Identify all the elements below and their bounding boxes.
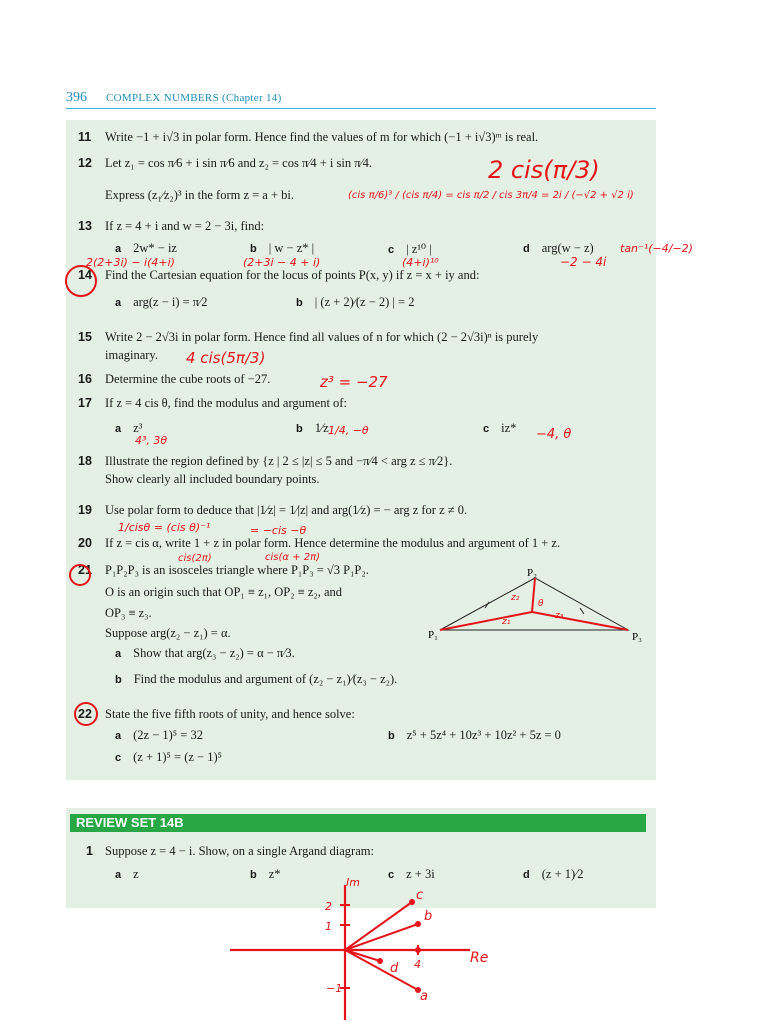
part-text: z* [268,867,281,881]
question-text-line4: Suppose arg(z₂ − z₁) = α. [105,626,231,640]
question-number: 13 [78,219,92,233]
hw-q16-answer: z³ = −27 [320,373,388,391]
part-label: d [523,243,530,255]
vector-c [345,902,412,950]
hw-tick-neg1: −1 [326,982,343,995]
point-z-real [415,947,421,953]
part-label: a [115,243,122,255]
hw-q13-d: −2 − 4i [560,255,607,269]
part-text: | w − z* | [268,241,315,255]
question-text-line3: OP₃ ≡ z₃. [105,606,152,620]
question-number: 15 [78,330,92,344]
part-text: (z + 1)⁵ = (z − 1)⁵ [133,750,222,764]
hw-q17-a: 4³, 3θ [135,434,168,447]
hw-tri-z2: z₂ [511,593,520,603]
chapter-title: COMPLEX NUMBERS (Chapter 14) [106,92,282,104]
hw-tri-z3: z₃ [555,611,564,621]
triangle-label-p2: P₂ [527,567,537,579]
question-text: If z = 4 + i and w = 2 − 3i, find: [105,219,265,233]
part-text: | (z + 2)⁄(z − 2) | = 2 [314,295,415,309]
part-label: d [523,869,530,881]
vector-a [345,950,418,990]
hw-tri-z1: z₁ [502,617,511,627]
part-text: z⁵ + 5z⁴ + 10z³ + 10z² + 5z = 0 [406,728,561,742]
question-text: Illustrate the region defined by {z | 2 ≤ |z| ≤ 5 and −π⁄4 < arg z ≤ π⁄2}. [105,454,453,468]
question-text: Determine the cube roots of −27. [105,372,271,386]
part-label: c [388,869,395,881]
ink-line-z1 [440,612,532,630]
hw-tick-1: 1 [325,920,332,933]
part-label: a [115,423,122,435]
part-label: a [115,648,122,660]
hw-q15-answer: 4 cis(5π/3) [186,349,266,367]
part-label: b [296,423,303,435]
vector-b [345,924,418,950]
part-text: arg(z − i) = π⁄2 [133,295,208,309]
question-text: If z = 4 cis θ, find the modulus and argument of: [105,396,347,410]
part-label: c [115,752,122,764]
part-label: b [250,243,257,255]
question-text: Write −1 + i√3 in polar form. Hence find the values of m for which (−1 + i√3)ᵐ is real. [105,130,539,144]
part-label: b [115,674,122,686]
hw-tick-4: 4 [414,958,421,971]
part-label: a [115,297,122,309]
question-text-line2: Show clearly all included boundary points. [105,472,320,486]
question-text: Find the Cartesian equation for the locus of points P(x, y) if z = x + iy and: [105,268,480,282]
part-label: b [250,869,257,881]
part-text: Show that arg(z₃ − z₂) = α − π⁄3. [133,646,295,660]
question-number: 16 [78,372,92,386]
part-label: a [115,869,122,881]
hw-q11-answer: 2 cis(π/3) [488,156,600,184]
question-number: 22 [78,707,92,721]
circle-mark-q22 [75,703,97,725]
point-d [377,958,383,964]
part-text: 1⁄z [314,421,329,435]
part-text: (2z − 1)⁵ = 32 [133,728,203,742]
question-number: 1 [86,844,93,858]
question-number: 14 [78,268,92,282]
part-label: c [483,423,490,435]
hw-point-c: c [416,888,424,903]
part-text: z³ [133,421,143,435]
hw-q13-c: (4+i)¹⁰ [402,256,439,269]
hw-q17-b: 1/4, −θ [328,424,369,437]
triangle-label-p3: P₃ [632,631,642,643]
hw-q13-b: (2+3i − 4 + i) [243,256,321,269]
hw-q20-a: cis(2π) [178,553,212,564]
question-number: 19 [78,503,92,517]
question-text-line2: imaginary. [105,348,158,362]
hw-point-b: b [424,909,433,924]
part-text: z + 3i [406,867,435,881]
review-set-title: REVIEW SET 14B [70,814,646,832]
circle-mark-q14 [66,266,96,296]
question-text: P₁P₂P₃ is an isosceles triangle where P₁P₃ = √3 P₁P₂. [105,563,369,577]
page-number: 396 [66,90,87,105]
hw-argand-im: Im [346,876,360,889]
point-c [409,899,415,905]
hw-q19-left: 1/cisθ = (cis θ)⁻¹ [118,521,211,534]
part-text: iz* [501,421,517,435]
hw-q17-c: −4, θ [536,427,572,442]
part-label: b [296,297,303,309]
circle-mark-q21 [70,565,90,585]
part-label: c [388,244,395,256]
question-number: 18 [78,454,92,468]
triangle-label-p1: P₁ [428,629,438,641]
question-text-line2: O is an origin such that OP₁ ≡ z₁, OP₂ ≡ z₂, and [105,585,343,599]
hw-q20-b: cis(α + 2π) [265,552,320,563]
hw-q19-right: = −cis −θ [250,524,307,537]
hw-tri-theta: θ [538,599,544,609]
part-label: a [115,730,122,742]
part-label: b [388,730,395,742]
part-text: 2w* − iz [133,241,177,255]
question-text: Use polar form to deduce that |1⁄z| = 1⁄|z| and arg(1⁄z) = − arg z for z ≠ 0. [105,503,468,517]
ink-line-z3 [532,612,628,630]
question-text: If z = cis α, write 1 + z in polar form. Hence determine the modulus and argument of 1 + z. [105,536,561,550]
question-number: 12 [78,156,92,170]
hw-q13-tan: tan⁻¹(−4/−2) [620,242,693,255]
part-text: (z + 1)⁄2 [541,867,584,881]
hw-q12-work: (cis π/6)³ / (cis π/4) = cis π/2 / cis 3π/4 = 2i / (−√2 + √2 i) [348,190,634,201]
part-text: arg(w − z) [541,241,594,255]
hw-q13-a: 2(2+3i) − i(4+i) [86,256,175,269]
ink-line-z2 [532,578,535,612]
hw-argand-re: Re [470,950,489,966]
part-text: z [133,867,139,881]
question-text: Write 2 − 2√3i in polar form. Hence find all values of n for which (2 − 2√3i)ⁿ is purely [105,330,539,344]
hw-tick-2: 2 [325,900,332,913]
question-text: Let z₁ = cos π⁄6 + i sin π⁄6 and z₂ = cos π⁄4 + i sin π⁄4. [105,156,373,170]
question-number: 20 [78,536,92,550]
question-text: Suppose z = 4 − i. Show, on a single Argand diagram: [105,844,374,858]
question-number: 11 [78,130,92,144]
question-number: 21 [78,563,92,577]
part-text: Find the modulus and argument of (z₂ − z₁)⁄(z₃ − z₂). [133,672,398,686]
point-b [415,921,421,927]
hw-point-d: d [390,961,399,976]
question-text-line2: Express (z₁⁄z₂)³ in the form z = a + bi. [105,188,295,202]
hw-point-a: a [420,989,428,1004]
question-text: State the five fifth roots of unity, and hence solve: [105,707,355,721]
part-text: | z¹⁰ | [406,242,432,256]
question-number: 17 [78,396,92,410]
